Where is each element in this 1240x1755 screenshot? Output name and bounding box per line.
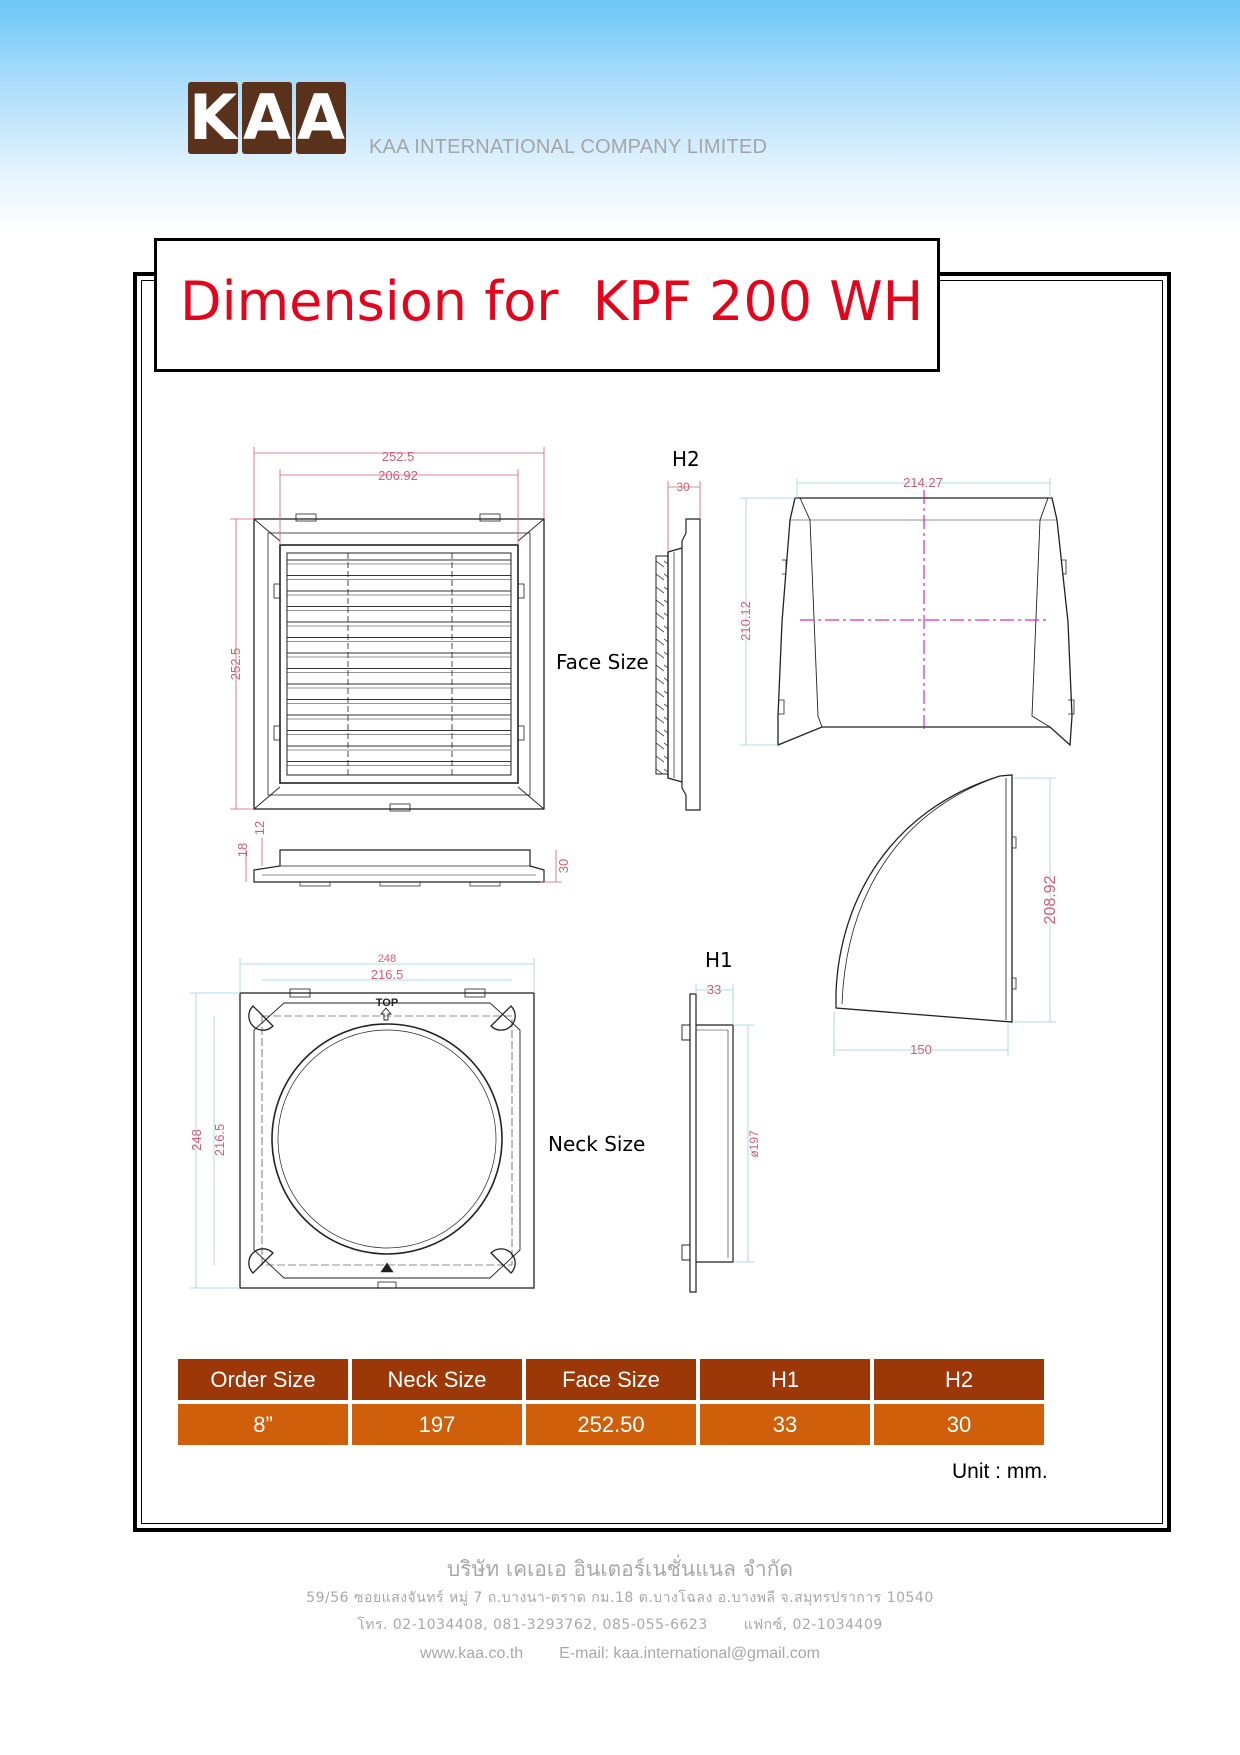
footer-email[interactable]: E-mail: kaa.international@gmail.com <box>559 1645 820 1662</box>
company-name: KAA INTERNATIONAL COMPANY LIMITED <box>369 136 768 158</box>
logo-letter-k: K <box>188 81 238 154</box>
dim-hood-side-height: 208.92 <box>1042 875 1059 925</box>
dim-hood-width: 214.27 <box>903 475 943 490</box>
dim-hood-side-depth: 150 <box>910 1042 932 1057</box>
logo-letter-a1: A <box>243 81 291 154</box>
dim-neck-diameter: ø197 <box>747 1130 761 1158</box>
neck-front-dimensions <box>190 958 534 1288</box>
h1-dimension <box>696 984 754 1262</box>
neck-front-view <box>240 989 534 1288</box>
value-face-size: 252.50 <box>526 1404 696 1445</box>
header-h2: H2 <box>874 1359 1044 1404</box>
dim-face-width-inner: 206.92 <box>378 468 418 483</box>
spec-table <box>174 1359 1048 1445</box>
footer-contact <box>0 1614 1240 1636</box>
face-profile-view <box>254 850 544 886</box>
dim-neck-height-outer: 248 <box>189 1129 204 1151</box>
value-order-size: 8” <box>178 1404 348 1445</box>
top-mark: TOP <box>375 997 399 1009</box>
unit-note: Unit : mm. <box>952 1460 1048 1483</box>
hood-front-view <box>778 498 1074 745</box>
label-h1: H1 <box>705 948 733 972</box>
dim-neck-width-inner: 216.5 <box>370 967 404 982</box>
face-side-view <box>656 519 700 810</box>
dim-face-width-outer: 252.5 <box>381 449 415 464</box>
dim-neck-width-outer: 248 <box>377 953 397 965</box>
hood-front-centerlines <box>800 490 1050 730</box>
dim-neck-height-inner: 216.5 <box>212 1123 227 1157</box>
spec-table-value-row <box>178 1404 1044 1445</box>
spec-table-header-row <box>178 1359 1044 1404</box>
logo-letter-a2: A <box>297 81 345 154</box>
header-h1: H1 <box>700 1359 870 1404</box>
dim-h1-depth: 33 <box>706 982 722 997</box>
value-h2: 30 <box>874 1404 1044 1445</box>
label-neck-size: Neck Size <box>548 1132 646 1156</box>
dim-hood-height: 210.12 <box>738 601 753 641</box>
dim-h2-depth: 30 <box>676 480 690 494</box>
hood-front-dimensions <box>740 478 1050 745</box>
hood-side-view <box>836 775 1016 1022</box>
footer-phone: โทร. 02-1034408, 081-3293762, 085-055-6623 <box>357 1617 708 1633</box>
neck-side-view <box>682 994 733 1292</box>
dim-face-height: 252.5 <box>228 647 243 681</box>
face-profile-dimensions <box>246 838 562 882</box>
label-h2: H2 <box>672 447 700 471</box>
dim-face-depth-a: 12 <box>252 820 267 836</box>
header-order-size: Order Size <box>178 1359 348 1404</box>
footer-website[interactable]: www.kaa.co.th <box>420 1645 524 1662</box>
header-neck-size: Neck Size <box>352 1359 522 1404</box>
header-face-size: Face Size <box>526 1359 696 1404</box>
footer-address: 59/56 ซอยแสงจันทร์ หมู่ 7 ถ.บางนา-ตราด กม.18 ต.บางโฉลง อ.บางพลี จ.สมุทรปราการ 10540 <box>306 1590 934 1606</box>
value-h1: 33 <box>700 1404 870 1445</box>
value-neck-size: 197 <box>352 1404 522 1445</box>
hood-side-dimensions <box>834 778 1056 1056</box>
dim-face-depth-b: 18 <box>235 842 250 858</box>
dim-face-side-depth: 30 <box>556 858 571 874</box>
footer-company-thai: บริษัท เคเอเอ อินเตอร์เนชั่นแนล จำกัด <box>446 1557 794 1581</box>
footer-web <box>0 1645 1240 1663</box>
page-title: Dimension for KPF 200 WH <box>180 270 924 333</box>
face-front-view <box>254 514 544 811</box>
footer-fax: แฟกซ์, 02-1034409 <box>743 1617 883 1633</box>
label-face-size: Face Size <box>556 650 649 674</box>
